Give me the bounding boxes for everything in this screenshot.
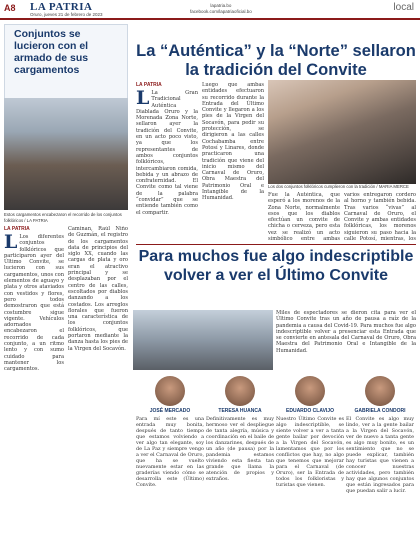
crowd-photo [133, 310, 273, 370]
main-article-col2: Luego que ambas entidades efectuaron su recorrido durante la Entrada del Último Convite y llegaron a los pies de la Virgen del Socavón, para pedir su protección, se dirigieron a las calles Cochabamba entre Potosí y Linares, donde practicaron una tradición que viene del inicio mismo del Carnaval de Oruro, Obra Maestra del Patrimonio Oral e Intangible de la Humanidad. [202, 82, 264, 202]
main-col1-text: La Gran Tradicional Auténtica Diablada Oruro y la Morenada Zona Norte, sellaron ayer la tradición del Convite, en un acto poco visto, ya que los representantes de ambos conjuntos folklóricos, intercambiaron comida, bebida y un abrazo de confraternidad. El Convite como tal viene de la palabra “convidar” que se entiende también como el compartir. [136, 90, 198, 216]
vox-name: EDUARDO CLAVIJO [286, 408, 334, 414]
vox-item [136, 376, 204, 488]
left-article-col1 [4, 234, 64, 534]
vox-item [346, 376, 414, 494]
vox-item [206, 376, 274, 482]
social-url: facebook.com/lapatriaoficial.bo [190, 9, 252, 14]
left-article-col2: Caminan, Raúl Niño de Guzmán, el registro de los cargamentos data de principios del siglo XX, cuando las cargas de plata y oro eran el atractivo principal y se desplazaban por el centro de las calles, escoltados por diablos danzando a los costados. Los arreglos florales que fueron una característica de los conjuntos folklóricos, que portaron mediante la danza hasta los pies de la Virgen del Socavón. [68, 226, 128, 352]
second-article-title: Para muchos fue algo indescriptible volver a ver el Último Convite [138, 248, 414, 284]
newspaper-logo: LA PATRIA [30, 1, 93, 13]
dropcap: L [136, 90, 150, 109]
avatar [295, 376, 325, 406]
dropcap: L [4, 234, 18, 253]
vox-quote: Para mí este es una entrada muy bonita, después de tanto tiempo que estamos volviendo a ver algo tan elegante, soy de La Paz y siempre vengo a ver el Carnaval de Oruro, que ha se vuelto nuevamente estar en las graderías viendo cómo se desarrolla este (Último) Convite. [136, 416, 204, 488]
avatar [155, 376, 185, 406]
vox-quote: El Convite es algo muy lindo, ver a la gente bailar a la Virgen del Socavón, ver de nuevo a tanta gente es algo muy bonito, es un sentimiento que no se puede explicar, también hay turistas que vienen a conocer nuestras actividades, pero también hay que algunos conjuntos que están ingresados para que puedan salir a lucir. [346, 416, 414, 494]
second-article-intro: Miles de espectadores se dieron cita para ver el Último Convite tras un año de pausa a raíz de la pandemia a causa del Covid-19. Para muchos fue algo indescriptible volver a presenciar esta Entrada que se convierte en antesala del Carnaval de Oruro, Obra Maestra del Patrimonio Oral e Intangible de la Humanidad. [276, 310, 416, 354]
vox-quote: Nuestro Último Convite es algo indescriptible, se siente volver a ver a tanta gente bailar por devoción a la Virgen del Socavón, lamentamos que por los conflictos que hay, no algo que tenemos que mejorar para el Carnaval (de Oruro), ser la Entrada de todos los folkloristas y turistas que vienen. [276, 416, 344, 488]
vox-name: JOSÉ MERCADO [149, 408, 191, 414]
vox-name: GABRIELA CONDORI [354, 408, 406, 414]
main-photo-caption: Los dos conjuntos folklóricos cumplieron con la tradición / MARIA MERCE [268, 184, 409, 189]
convite-photo [268, 80, 416, 184]
page-header [0, 0, 420, 20]
site-info [190, 3, 252, 15]
main-article-tag: LA PATRIA [136, 82, 162, 88]
vox-quote: Definitivamente es muy hermoso ver el despliegue de tanta alegría, música y coordinación en el baile de los danzarines, después de un año (de pausa) por la pandemia estamos viviendo esta fiesta tan grande que llama la atención de propios y extraños. [206, 416, 274, 482]
left-col1-text: Los diferentes conjuntos folklóricos que participaron ayer del Último Convite, se lucieron con sus cargamentos, unos con elementos de aguayo y plata y otros ataviados con vestidos y flores, pero todos demostraron que está costumbre sigue vigente. Vehículos adornados encabezaron el recorrido de cada conjunto, a un ritmo lento y con sumo cuidado para mantener los cargamentos. [4, 234, 64, 373]
article-separator [136, 244, 416, 245]
site-url: lapatria.bo [210, 3, 232, 8]
vox-item [276, 376, 344, 488]
cargamentos-photo [4, 98, 128, 210]
left-article-title: Conjuntos se lucieron con el armado de sus cargamentos [14, 28, 89, 76]
left-article-tag: LA PATRIA [4, 226, 30, 232]
avatar [225, 376, 255, 406]
vox-name: TERESA HUANCA [218, 408, 262, 414]
issue-date: Oruro, jueves 21 de febrero de 2023 [30, 12, 103, 17]
main-article-title: La “Auténtica” y la “Norte” sellaron la tradición del Convite [136, 42, 416, 79]
section-label: local [393, 2, 414, 13]
left-photo-caption: Estos cargamentos encabezaron el recorrido de los conjuntos folklóricos / LA PATRIA [4, 212, 122, 223]
main-article-col4: varios entregaron cordero al horno y también bebida. Tras varios “vivas” al Carnaval de Oruro, el Convite y ambas entidades folklóricas, los morenos siguieron su paso hacia la calle Potosí, mientras, los [344, 192, 416, 242]
main-article-col3: Fue la Auténtica, que esperó a los morenos de la Zona Norte, normalmente esos que los diablos efectúan un convite de chicha o cerveza, pero esta vez se realizó un acto simbólico entre ambas [268, 192, 340, 242]
main-article-col1 [136, 90, 198, 240]
page-number: A8 [4, 3, 16, 13]
avatar [365, 376, 395, 406]
